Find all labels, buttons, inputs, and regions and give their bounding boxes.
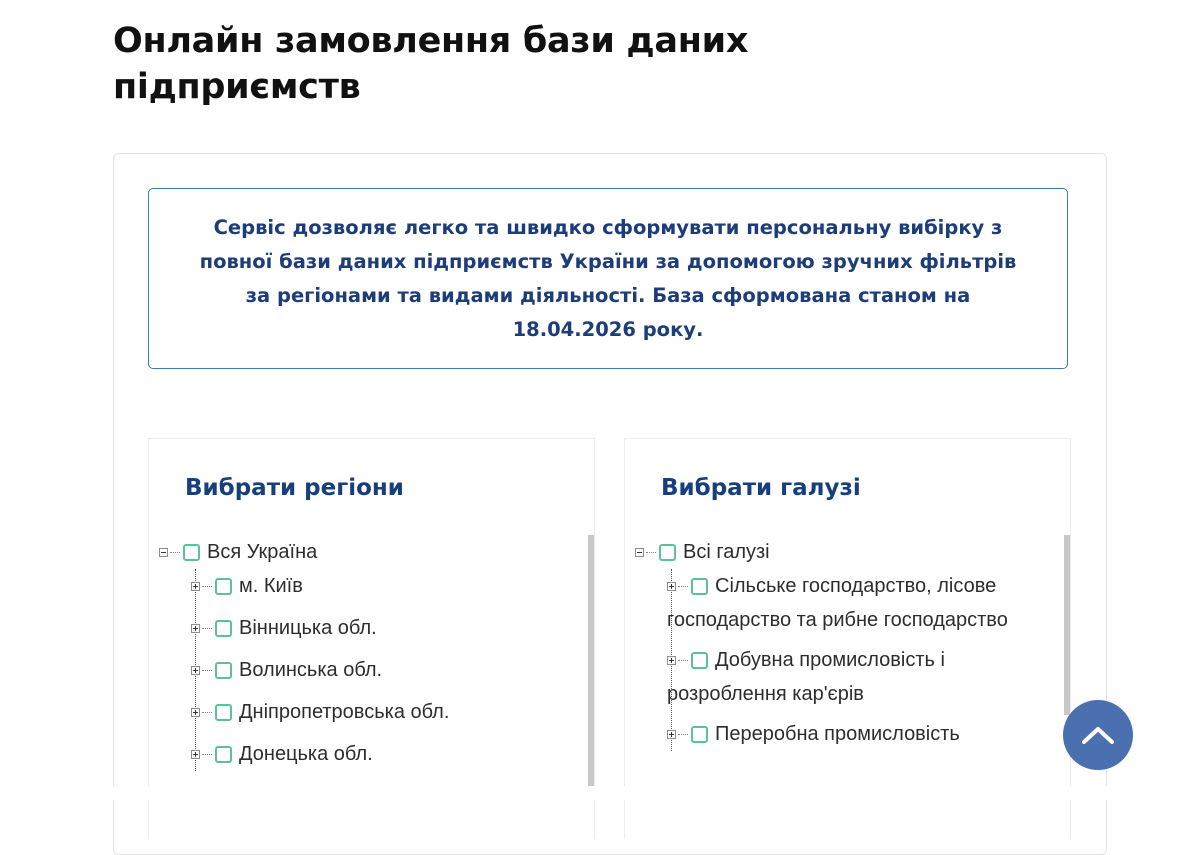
scroll-to-top-button[interactable] xyxy=(1063,700,1133,770)
industries-title: Вибрати галузі xyxy=(661,475,861,501)
chevron-up-icon xyxy=(1081,725,1115,745)
page-title: Онлайн замовлення бази даних підприємств xyxy=(113,21,749,107)
tree-connector xyxy=(646,552,656,553)
tree-label[interactable]: Переробна промисловість xyxy=(715,723,960,745)
tree-label[interactable]: Сільське господарство, лісове господарство та рибне господарство xyxy=(667,575,1008,631)
tree-connector xyxy=(170,552,180,553)
tree-label[interactable]: Донецька обл. xyxy=(239,743,373,765)
tree-label[interactable]: Добувна промисловість і розроблення кар'єрів xyxy=(667,649,945,705)
industries-children xyxy=(667,569,1050,751)
collapse-icon[interactable] xyxy=(635,548,644,557)
region-item xyxy=(191,695,574,729)
regions-scrollbar[interactable] xyxy=(588,535,594,795)
viewport-bottom xyxy=(0,786,1200,800)
region-item xyxy=(191,737,574,771)
expand-icon[interactable] xyxy=(667,730,676,739)
region-item xyxy=(191,611,574,645)
checkbox-all-ukraine[interactable] xyxy=(183,544,200,561)
tree-root-all-ukraine xyxy=(159,535,574,569)
checkbox[interactable] xyxy=(215,662,232,679)
tree-connector xyxy=(202,628,212,629)
expand-icon[interactable] xyxy=(667,582,676,591)
industries-tree xyxy=(635,535,1050,759)
checkbox[interactable] xyxy=(215,704,232,721)
tree-connector xyxy=(202,586,212,587)
tree-label[interactable]: Вінницька обл. xyxy=(239,617,377,639)
expand-icon[interactable] xyxy=(191,708,200,717)
expand-icon[interactable] xyxy=(191,624,200,633)
tree-label[interactable]: м. Київ xyxy=(239,575,303,597)
collapse-icon[interactable] xyxy=(159,548,168,557)
tree-label[interactable]: Дніпропетровська обл. xyxy=(239,701,450,723)
info-text: Сервіс дозволяє легко та швидко сформувати персональну вибірку з повної бази даних підприємств України за допомогою зручних фільтрів за регіонами та видами діяльності. База сформована станом на 18.04.2026 року. xyxy=(199,215,1017,341)
tree-label[interactable]: Волинська обл. xyxy=(239,659,383,681)
checkbox[interactable] xyxy=(691,578,708,595)
tree-root-all-industries xyxy=(635,535,1050,569)
tree-connector xyxy=(202,712,212,713)
checkbox[interactable] xyxy=(215,620,232,637)
tree-label[interactable]: Всі галузі xyxy=(683,541,770,563)
checkbox[interactable] xyxy=(215,746,232,763)
expand-icon[interactable] xyxy=(191,582,200,591)
checkbox[interactable] xyxy=(691,652,708,669)
tree-connector xyxy=(678,734,688,735)
industries-panel xyxy=(624,438,1071,839)
industry-item xyxy=(667,569,1050,637)
regions-tree xyxy=(159,535,574,779)
region-item xyxy=(191,569,574,603)
checkbox[interactable] xyxy=(691,726,708,743)
tree-connector xyxy=(202,670,212,671)
tree-connector xyxy=(678,586,688,587)
expand-icon[interactable] xyxy=(191,666,200,675)
checkbox-all-industries[interactable] xyxy=(659,544,676,561)
expand-icon[interactable] xyxy=(191,750,200,759)
info-box xyxy=(148,188,1068,369)
tree-label[interactable]: Вся Україна xyxy=(207,541,318,563)
industry-item xyxy=(667,643,1050,711)
industry-item xyxy=(667,717,1050,751)
regions-children xyxy=(195,569,574,771)
expand-icon[interactable] xyxy=(667,656,676,665)
region-item xyxy=(191,653,574,687)
regions-panel xyxy=(148,438,595,839)
tree-connector xyxy=(202,754,212,755)
checkbox[interactable] xyxy=(215,578,232,595)
tree-connector xyxy=(678,660,688,661)
regions-title: Вибрати регіони xyxy=(185,475,404,501)
industries-scrollbar[interactable] xyxy=(1064,535,1070,715)
